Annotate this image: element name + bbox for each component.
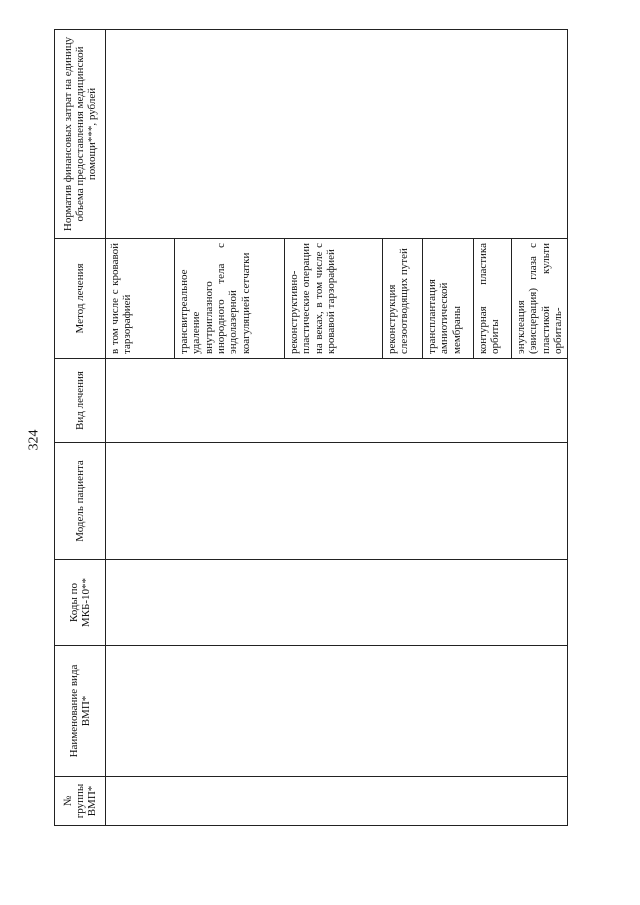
cell-treatment-methods [106, 239, 568, 359]
header-treatment-type: Вид лечения [55, 359, 106, 443]
cell-treatment-type [106, 359, 568, 443]
page-number-wrapper [0, 0, 42, 451]
header-vmp-name: Наименование вида ВМП* [55, 646, 106, 777]
page-number: 324 [26, 429, 42, 451]
method-item: контурная пластика орбиты [474, 239, 512, 358]
cell-group-number [106, 777, 568, 826]
header-patient-model: Модель пациента [55, 443, 106, 560]
header-row [55, 30, 106, 826]
vmp-table [54, 29, 568, 826]
header-cost-standard: Норматив финансовых затрат на единицу объема предоставления медицинской помощи***, рублей [55, 30, 106, 239]
header-group-number: № группы ВМП* [55, 777, 106, 826]
rotated-table-container [54, 30, 564, 826]
method-item: реконструктивно-пластические операции на веках, в том числе с кровавой тарзорафией [285, 239, 383, 358]
method-item: трансвитреальное удаление внутриглазного инородного тела с эндолазерной коагуляцией сетчатки [175, 239, 285, 358]
cell-icd-codes [106, 560, 568, 646]
method-list [106, 239, 567, 358]
table-row [106, 30, 568, 826]
header-treatment-method: Метод лечения [55, 239, 106, 359]
cell-patient-model [106, 443, 568, 560]
header-icd-codes: Коды по МКБ-10** [55, 560, 106, 646]
method-item: трансплантация амниотической мембраны [423, 239, 474, 358]
cell-vmp-name [106, 646, 568, 777]
method-item: реконструкция слезоотводящих путей [383, 239, 423, 358]
method-item: в том числе с кровавой тарзорафией [106, 239, 175, 358]
cell-cost-standard [106, 30, 568, 239]
method-item: энуклеация (эвисцерация) глаза с пластикой культи орбиталь- [515, 243, 564, 354]
